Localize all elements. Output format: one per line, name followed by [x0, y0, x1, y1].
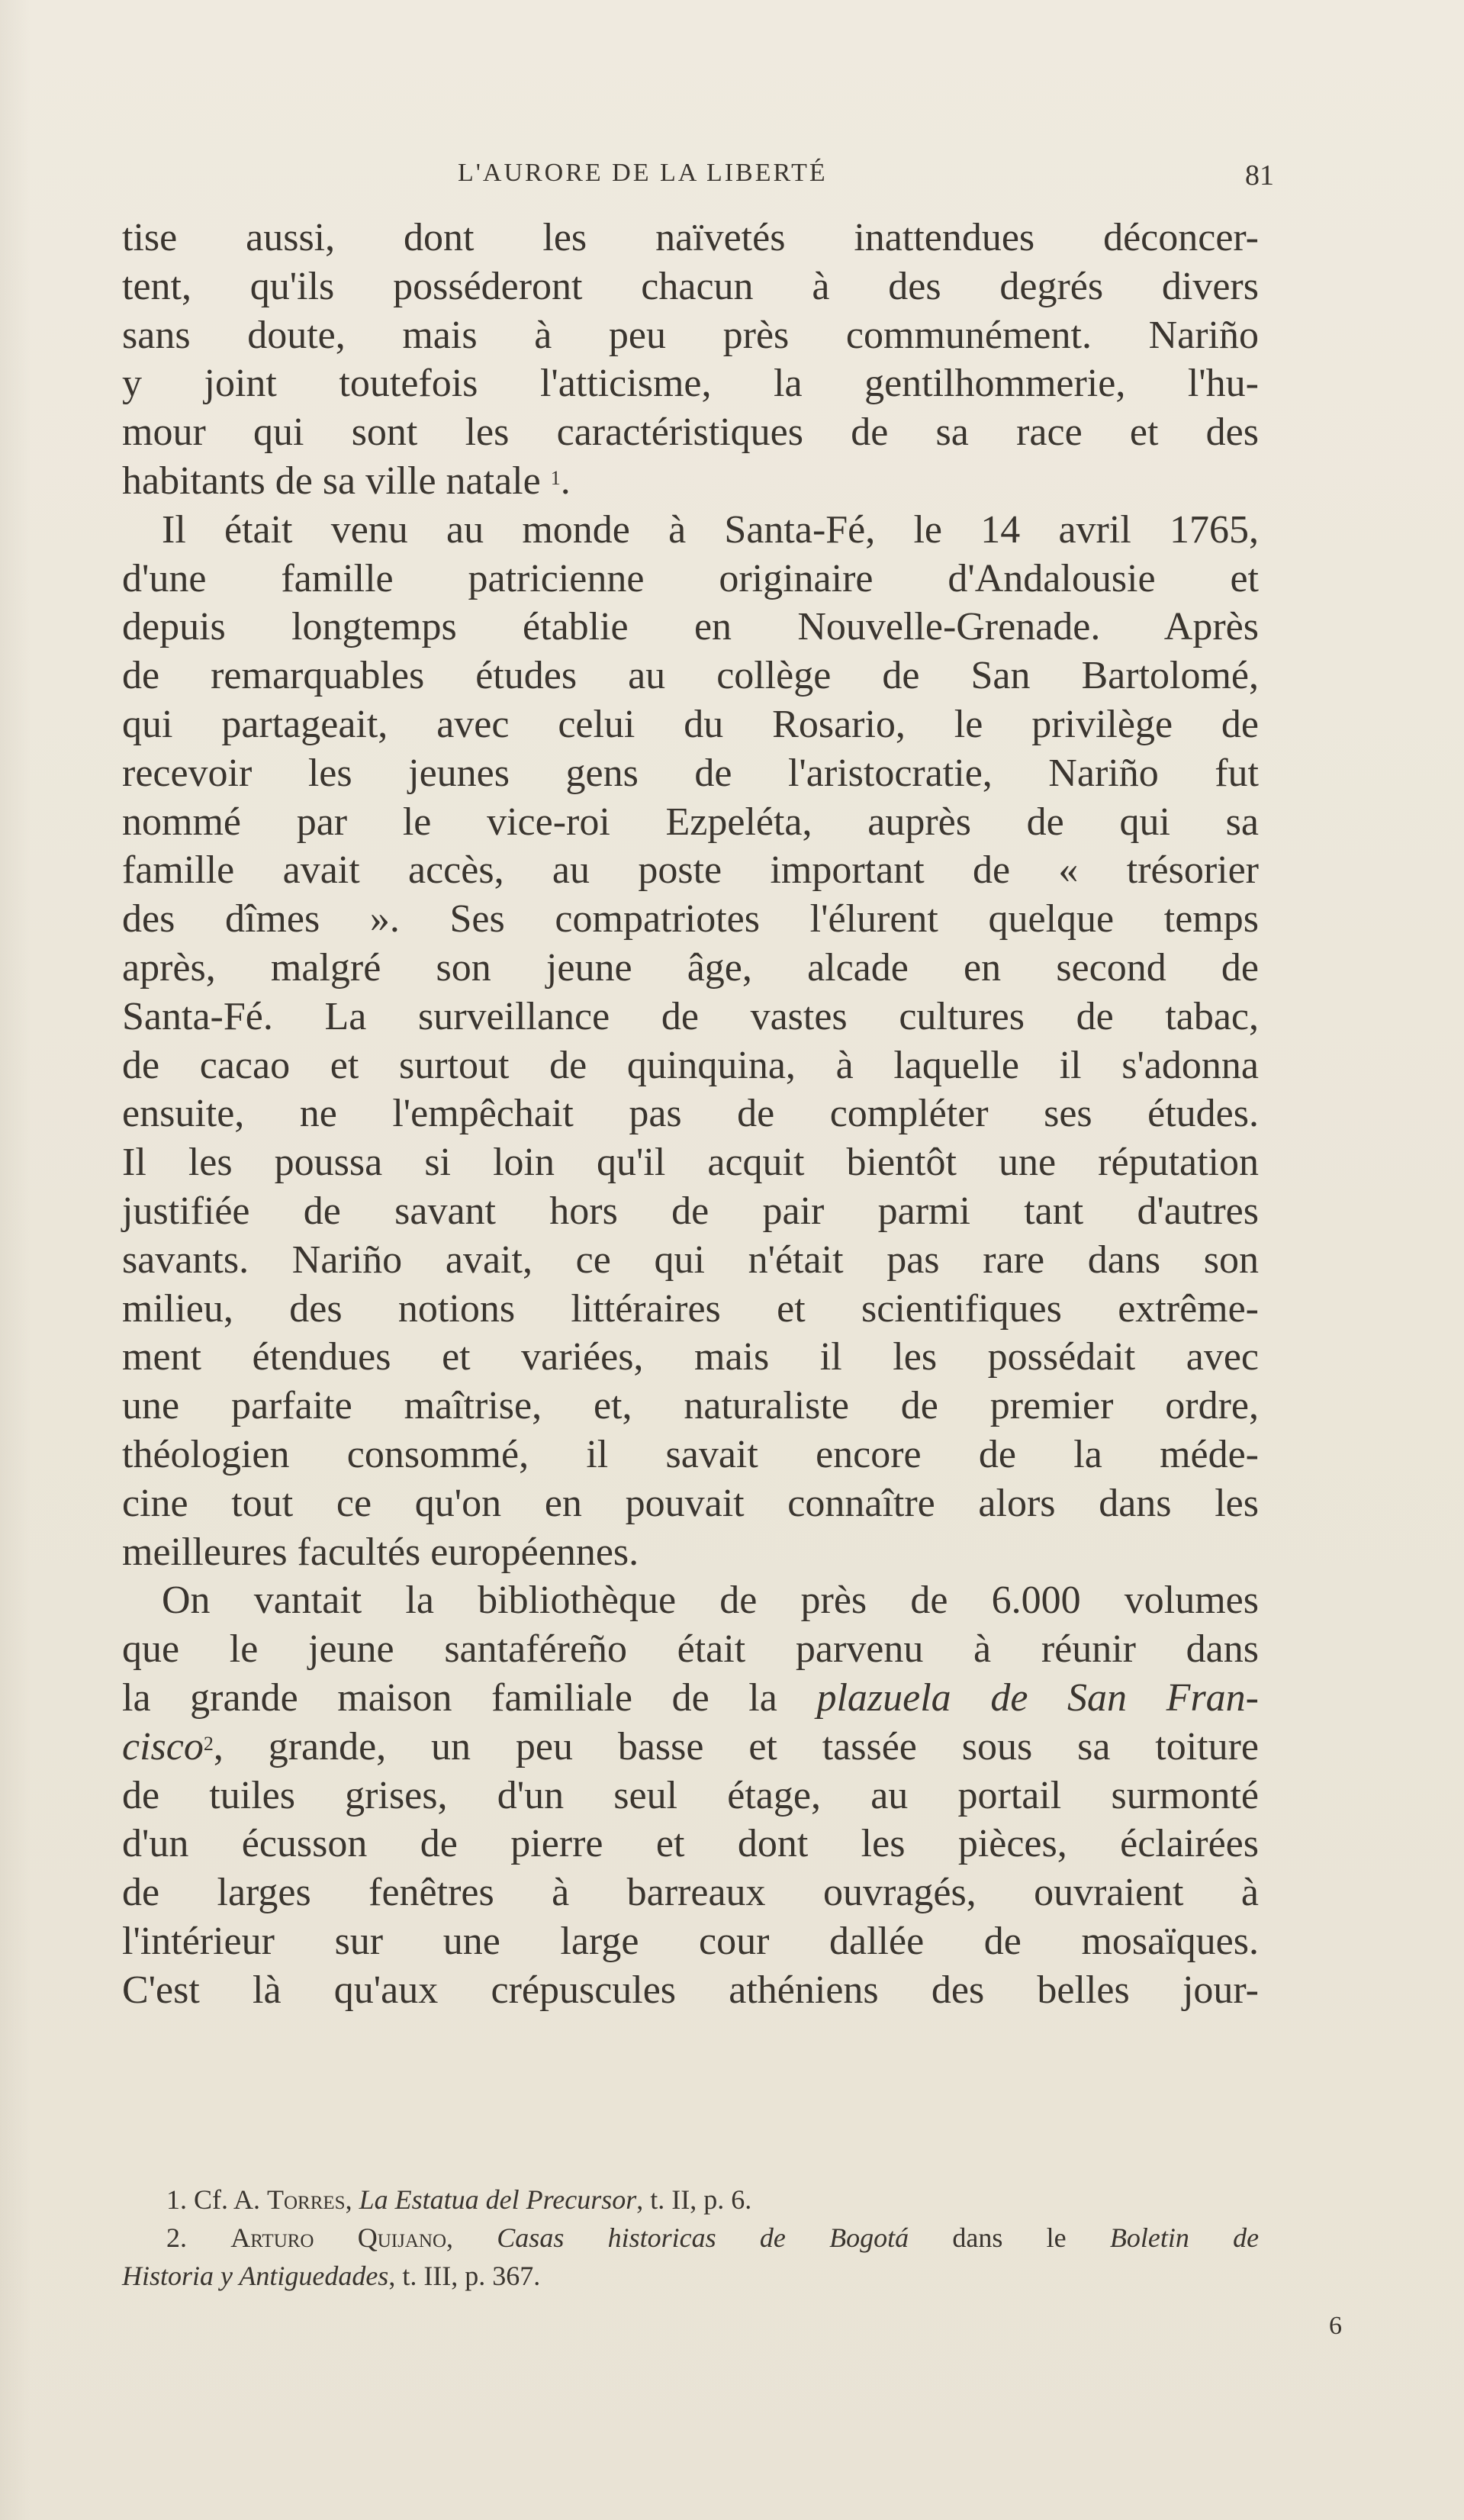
- footnote-marker-2: 2: [203, 1732, 214, 1755]
- text-line: [122, 457, 1259, 506]
- footnote-1-rest: , t. II, p. 6.: [636, 2184, 752, 2215]
- text-line: que le jeune santaféreño était parvenu à réunir dans: [122, 1627, 1259, 1672]
- text-line: [122, 1674, 1259, 1723]
- text-line: des dîmes ». Ses compatriotes l'élurent quelque temps: [122, 897, 1259, 941]
- footnote-2-continued: [122, 2257, 1259, 2295]
- footnote-2-title: Casas historicas de Bogotá: [497, 2222, 909, 2253]
- footnote-2-journal-b: Historia y Antiguedades: [122, 2261, 389, 2291]
- italic-place-name: plazuela de San Fran-: [816, 1675, 1259, 1720]
- text-line-content: la grande maison familiale de la: [122, 1675, 777, 1720]
- footnote-marker-1: 1: [550, 466, 561, 489]
- text-line: tent, qu'ils posséderont chacun à des degrés divers: [122, 264, 1259, 308]
- text-line: nommé par le vice-roi Ezpeléta, auprès de qui sa: [122, 800, 1259, 844]
- text-line: savants. Nariño avait, ce qui n'était pas rare dans son: [122, 1237, 1259, 1282]
- footnote-2-rest: , t. III, p. 367.: [388, 2261, 541, 2291]
- footnote-2: 2. Arturo Quijano, Casas historicas de Bogotá dans le Boletin de: [166, 2222, 1260, 2253]
- text-line: justifiée de savant hors de pair parmi tant d'autres: [122, 1189, 1259, 1233]
- body-text: [122, 214, 1259, 2014]
- footnote-2-journal-a: Boletin de: [1109, 2222, 1260, 2253]
- footnote-1-number: 1. Cf. A.: [166, 2184, 261, 2215]
- text-line: théologien consommé, il savait encore de la méde-: [122, 1432, 1259, 1476]
- text-line: sans doute, mais à peu près communément. Nariño: [122, 313, 1259, 357]
- text-line: C'est là qu'aux crépuscules athéniens des belles jour-: [122, 1968, 1259, 2012]
- footnote-2-mid: dans le: [952, 2222, 1067, 2253]
- page-number: 81: [1245, 159, 1274, 191]
- footnote-2-number: 2.: [166, 2222, 187, 2253]
- text-line: de remarquables études au collège de San Bartolomé,: [122, 654, 1259, 698]
- footnote-1-title: La Estatua del Precursor: [359, 2184, 637, 2215]
- text-line: d'un écusson de pierre et dont les pièces, éclairées: [122, 1822, 1259, 1866]
- text-line: cine tout ce qu'on en pouvait connaître alors dans les: [122, 1481, 1259, 1525]
- text-line: une parfaite maîtrise, et, naturaliste de premier ordre,: [122, 1384, 1259, 1428]
- text-line: l'intérieur sur une large cour dallée de mosaïques.: [122, 1919, 1259, 1963]
- footnotes: [122, 2180, 1259, 2295]
- text-line: [122, 1723, 1259, 1772]
- text-line: après, malgré son jeune âge, alcade en second de: [122, 945, 1259, 990]
- text-line: de tuiles grises, d'un seul étage, au portail surmonté: [122, 1773, 1259, 1817]
- text-line: mour qui sont les caractéristiques de sa race et des: [122, 410, 1259, 455]
- text-line: y joint toutefois l'atticisme, la gentilhommerie, l'hu-: [122, 362, 1259, 406]
- running-head: L'AURORE DE LA LIBERTÉ: [458, 159, 828, 187]
- text-line: ment étendues et variées, mais il les possédait avec: [122, 1335, 1259, 1379]
- footnote-1-author: Torres: [267, 2184, 346, 2215]
- text-line: Santa-Fé. La surveillance de vastes cultures de tabac,: [122, 994, 1259, 1038]
- page-header: [122, 153, 1274, 198]
- text-line: de larges fenêtres à barreaux ouvragés, ouvraient à: [122, 1871, 1259, 1915]
- text-line: On vantait la bibliothèque de près de 6.000 volumes: [162, 1579, 1259, 1623]
- text-line: famille avait accès, au poste important de « trésorier: [122, 848, 1259, 893]
- text-line: recevoir les jeunes gens de l'aristocratie, Nariño fut: [122, 751, 1259, 795]
- footnote-1: 1. Cf. A. Torres, La Estatua del Precursor, t. II, p. 6.: [166, 2184, 752, 2215]
- text-line: Il les poussa si loin qu'il acquit bientôt une réputation: [122, 1141, 1259, 1185]
- text-line: Il était venu au monde à Santa-Fé, le 14 avril 1765,: [162, 507, 1259, 552]
- text-line: depuis longtemps établie en Nouvelle-Grenade. Après: [122, 605, 1259, 649]
- text-line: ensuite, ne l'empêchait pas de compléter ses études.: [122, 1092, 1259, 1136]
- page-gutter-shadow: [0, 0, 31, 2520]
- text-line: de cacao et surtout de quinquina, à laquelle il s'adonna: [122, 1043, 1259, 1087]
- text-line-content: habitants de sa ville natale: [122, 459, 541, 503]
- signature-mark: 6: [1329, 2312, 1342, 2340]
- text-line: milieu, des notions littéraires et scientifiques extrême-: [122, 1286, 1259, 1331]
- text-line-content: , grande, un peu basse et tassée sous sa toiture: [213, 1724, 1259, 1769]
- footnote-2-author: Arturo Quijano: [230, 2222, 447, 2253]
- text-line: tise aussi, dont les naïvetés inattendues déconcer-: [122, 216, 1259, 259]
- text-line: meilleures facultés européennes.: [122, 1530, 639, 1574]
- italic-place-name-end: cisco: [122, 1724, 204, 1769]
- text-line: d'une famille patricienne originaire d'Andalousie et: [122, 556, 1259, 600]
- sentence-end: .: [560, 459, 571, 503]
- text-line: qui partageait, avec celui du Rosario, le privilège de: [122, 702, 1259, 746]
